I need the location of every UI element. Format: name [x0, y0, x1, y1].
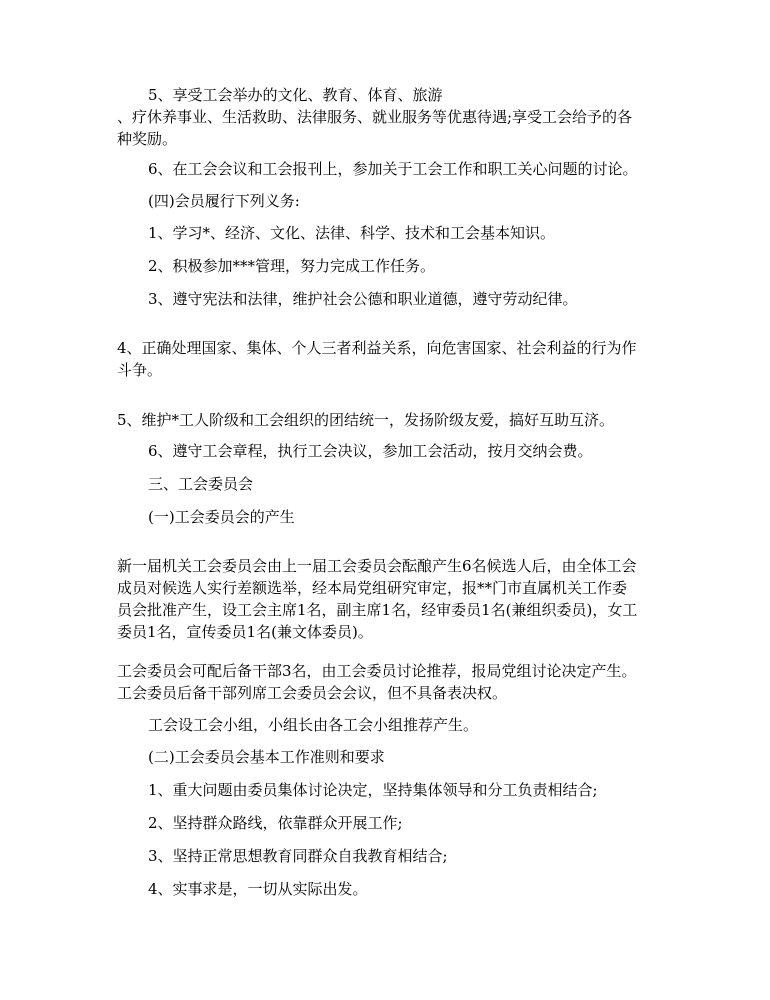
- paragraph-line: 2、坚持群众路线，依靠群众开展工作;: [148, 814, 403, 832]
- paragraph-line: 6、在工会会议和工会报刊上，参加关于工会工作和职工关心问题的讨论。: [148, 160, 638, 178]
- paragraph-line: 4、正确处理国家、集体、个人三者利益关系，向危害国家、社会利益的行为作: [117, 339, 637, 357]
- paragraph-line: 1、重大问题由委员集体讨论决定，坚持集体领导和分工负责相结合;: [148, 781, 598, 799]
- paragraph-line: 委员1名，宣传委员1名(兼文体委员)。: [117, 623, 373, 641]
- paragraph-line: 工会委员会可配后备干部3名，由工会委员讨论推荐，报局党组讨论决定产生。: [117, 662, 637, 680]
- paragraph-line: 2、积极参加***管理，努力完成工作任务。: [148, 257, 436, 275]
- paragraph-line: 6、遵守工会章程，执行工会决议，参加工会活动，按月交纳会费。: [148, 442, 593, 460]
- paragraph-line: 成员对候选人实行差额选举，经本局党组研究审定，报**门市直属机关工作委: [117, 579, 628, 597]
- paragraph-line: 斗争。: [117, 361, 163, 379]
- section-heading: (四)会员履行下列义务:: [148, 192, 300, 210]
- paragraph-line: 员会批准产生，设工会主席1名，副主席1名，经审委员1名(兼组织委员)，女工: [117, 601, 638, 619]
- section-heading: (一)工会委员会的产生: [148, 508, 295, 526]
- paragraph-line: 种奖励。: [117, 130, 178, 148]
- paragraph-line: 4、实事求是，一切从实际出发。: [148, 880, 368, 898]
- paragraph-line: 5、享受工会举办的文化、教育、体育、旅游: [148, 86, 443, 104]
- paragraph-line: 3、遵守宪法和法律，维护社会公德和职业道德，遵守劳动纪律。: [148, 290, 578, 308]
- paragraph-line: 3、坚持正常思想教育同群众自我教育相结合;: [148, 847, 448, 865]
- paragraph-line: 工会委员后备干部列席工会委员会会议，但不具备表决权。: [117, 684, 508, 702]
- paragraph-line: 1、学习*、经济、文化、法律、科学、技术和工会基本知识。: [148, 224, 556, 242]
- section-heading: 三、工会委员会: [148, 475, 254, 493]
- section-heading: (二)工会委员会基本工作准则和要求: [148, 748, 385, 766]
- paragraph-line: 、疗休养事业、生活救助、法律服务、就业服务等优惠待遇;享受工会给予的各: [117, 108, 633, 126]
- paragraph-line: 5、维护*工人阶级和工会组织的团结统一，发扬阶级友爱，搞好互助互济。: [117, 411, 615, 429]
- paragraph-line: 工会设工会小组，小组长由各工会小组推荐产生。: [148, 716, 479, 734]
- paragraph-line: 新一届机关工会委员会由上一届工会委员会酝酿产生6名候选人后，由全体工会: [117, 557, 637, 575]
